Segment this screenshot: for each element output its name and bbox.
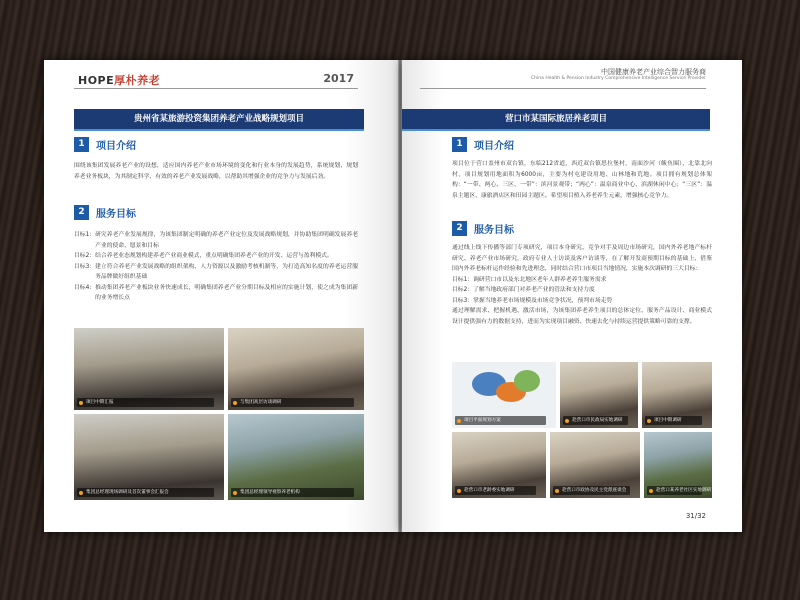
photo-cppcc-meeting bbox=[550, 432, 640, 498]
goal-text: 研究养老产业发展规律，为该集团制定明确的养老产业定位及发展战略规划，并协助集团明确发展养老产业的使命、愿景和目标 bbox=[95, 232, 358, 249]
brand-logo bbox=[78, 72, 160, 88]
page-number: 31/32 bbox=[685, 512, 706, 520]
photo-mid-survey bbox=[642, 362, 712, 428]
list-item bbox=[74, 262, 358, 283]
goals-intro: 通过线上线下传播等部门专项研究，项目本身研究、竞争对手及周边市场研究，国内外养老地产标杆研究、养老产业市场研究，政府专业人士访谈及客户访谈等，在了解开发商预期目标的基础上，借鉴国内外养老标杆运作经验和先进理念，同时结合营口市项目当地情况，实施本次调研的三大目标： bbox=[452, 245, 712, 272]
caption-bullet-icon bbox=[79, 401, 83, 405]
section-heading-goals bbox=[74, 205, 136, 220]
list-item bbox=[452, 285, 712, 296]
goal-label: 目标3： bbox=[452, 297, 474, 304]
logo-suffix: 厚朴养老 bbox=[114, 74, 161, 87]
section-title: 项目介绍 bbox=[474, 141, 514, 152]
company-tagline: 中国健康养老产业综合智力服务商 bbox=[601, 68, 706, 76]
list-item bbox=[452, 296, 712, 307]
goal-label: 目标2： bbox=[74, 253, 96, 259]
left-page bbox=[44, 60, 398, 532]
section-title: 服务目标 bbox=[96, 209, 136, 220]
photo-caption: 赴营口市政协及民主党派座谈会 bbox=[553, 486, 630, 495]
photo-aging-committee bbox=[452, 432, 546, 498]
caption-bullet-icon bbox=[555, 489, 559, 493]
goal-label: 目标1： bbox=[74, 232, 96, 238]
photo-caption: 赴营口某养老社区实地调研 bbox=[647, 486, 702, 495]
plan-zone-green bbox=[514, 370, 540, 392]
project-title-bar: 营口市某国际旅居养老项目 bbox=[402, 109, 710, 131]
section-heading-intro bbox=[74, 137, 136, 152]
section-number: 1 bbox=[74, 137, 89, 152]
goal-label: 目标4： bbox=[74, 284, 96, 291]
company-tagline-en: China Health & Pension Industry Comprehensive Intelligence Service Provider bbox=[531, 76, 706, 82]
list-item bbox=[452, 275, 712, 286]
photo-caption: 项目平面规划方案 bbox=[455, 416, 546, 425]
caption-bullet-icon bbox=[647, 419, 651, 423]
photo-caption: 项目中期调研 bbox=[645, 416, 702, 425]
intro-paragraph: 围绕该集团发展养老产业的设想，适应国内养老产业市场环境的变化和行业本身的发展趋势，系统规划、规划养老业务板块，为其制定科学、有效的养老产业发展战略，以帮助其增强企业的竞争力与发展后劲。 bbox=[74, 163, 358, 180]
photo-caption: 集团总经理现场调研及首次董事会汇报会 bbox=[77, 488, 214, 497]
goal-text: 建立符合养老产业发展战略的组织架构、人力资源以及激励考核机制等，为打造高知名度的养老运营服务品牌做好组织基础 bbox=[95, 263, 358, 280]
photo-civil-affairs bbox=[560, 362, 638, 428]
section-title: 项目介绍 bbox=[96, 141, 136, 152]
section-heading-intro bbox=[452, 137, 514, 152]
section-heading-goals bbox=[452, 221, 514, 236]
caption-bullet-icon bbox=[565, 419, 569, 423]
header-divider bbox=[74, 88, 358, 89]
photo-interview bbox=[228, 328, 364, 410]
goal-text: 推动集团养老产业板块业务快速成长，明确集团养老产业分期目标及相应的实施计划，使之成为集团新的业务增长点 bbox=[95, 284, 358, 301]
goal-label: 目标2： bbox=[452, 287, 474, 293]
header-divider bbox=[420, 88, 706, 89]
goal-label: 目标1： bbox=[452, 276, 474, 283]
goal-label: 目标3： bbox=[74, 263, 96, 270]
goal-text: 掌握当地养老市场规模及市场竞争状况，预判市场走势 bbox=[473, 297, 613, 304]
caption-bullet-icon bbox=[649, 489, 653, 493]
photo-meeting-report bbox=[74, 328, 224, 410]
photo-caption: 赴营口市民政局实地调研 bbox=[563, 416, 628, 425]
goals-outro: 通过理解需求、把握机遇、激活市场，为该集团养老养生项目的总体定位、服务产品设计、商业模式设计提供强有力的数据支持，进而为实现项目融资、快速去化与持续运营提供策略可靠的支撑。 bbox=[452, 308, 712, 325]
caption-bullet-icon bbox=[233, 401, 237, 405]
goals-list bbox=[74, 230, 358, 304]
section-title: 服务目标 bbox=[474, 225, 514, 236]
section-number: 2 bbox=[74, 205, 89, 220]
photo-site-visit bbox=[228, 414, 364, 500]
section-number: 2 bbox=[452, 221, 467, 236]
photo-caption: 集团总经理领导视察养老机构 bbox=[231, 488, 354, 497]
goal-text: 了解当地政府部门对养老产业的管法和支持力度 bbox=[473, 287, 595, 293]
goal-text: 结合养老业态规划构建养老产业商业模式，重点明确集团养老产业的开发、运营与盈利模式。 bbox=[95, 253, 333, 259]
list-item bbox=[74, 251, 358, 262]
list-item bbox=[74, 283, 358, 304]
project-title-bar: 贵州省某旅游投资集团养老产业战略规划项目 bbox=[74, 109, 364, 131]
company-header bbox=[531, 68, 706, 81]
logo-prefix: HOPE bbox=[78, 74, 115, 87]
goal-text: 调研营口市以及东北地区老年人群养老养生服务需求 bbox=[473, 276, 607, 283]
photo-caption: 项目中期汇报 bbox=[77, 398, 214, 407]
photo-caption: 与集团高层访谈调研 bbox=[231, 398, 354, 407]
photo-elderly-community bbox=[644, 432, 712, 498]
intro-paragraph: 项目位于营口盖州市双台镇，东临212省道，西近双台镇思拉堡村，南面沙河（鲅鱼圈）、北靠北向村，项目规划用地面积为6000亩，主要为村屯建设用地、山林地和荒地。项目拥有规划总体架构：“一带、两心、三区、一带”：滨河景观带；“两心”：温泉商业中心、滨湖休闲中心；“三区”：温泉主题区、康旅酒店区和田园主题区。希望项目植入养老养生元素，增强核心竞争力。 bbox=[452, 161, 712, 199]
caption-bullet-icon bbox=[457, 419, 461, 423]
section-number: 1 bbox=[452, 137, 467, 152]
photo-site-plan bbox=[452, 362, 556, 428]
caption-bullet-icon bbox=[233, 491, 237, 495]
caption-bullet-icon bbox=[457, 489, 461, 493]
photo-caption: 赴营口市老龄委实地调研 bbox=[455, 486, 536, 495]
photo-board-meeting bbox=[74, 414, 224, 500]
caption-bullet-icon bbox=[79, 491, 83, 495]
year-label: 2017 bbox=[323, 72, 354, 85]
list-item bbox=[74, 230, 358, 251]
right-page bbox=[402, 60, 742, 532]
goals-block bbox=[452, 243, 712, 327]
